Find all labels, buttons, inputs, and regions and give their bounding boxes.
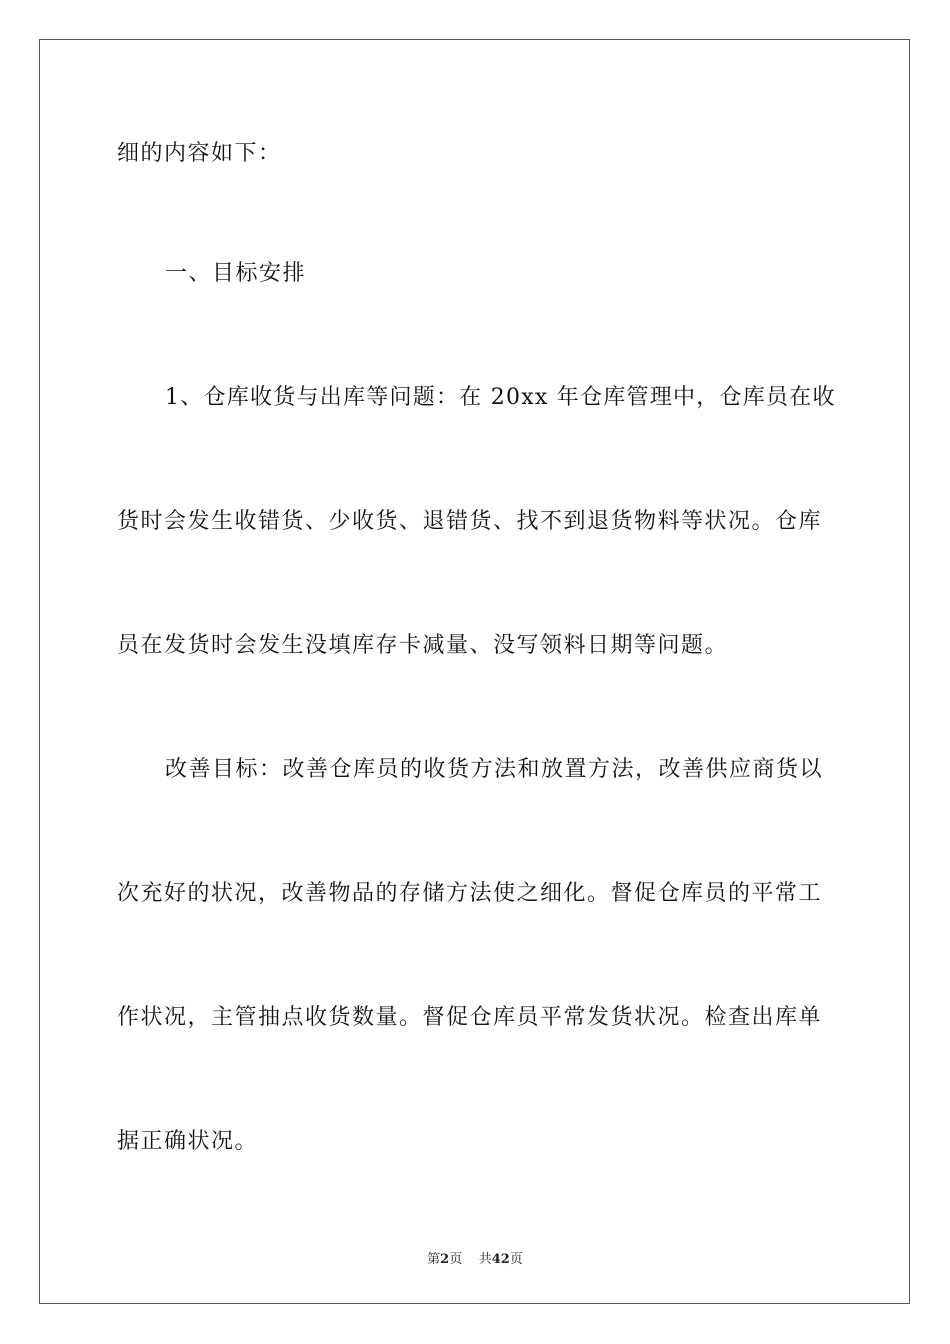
text-line-4: 货时会发生收错货、少收货、退错货、找不到退货物料等状况。仓库 [117,509,823,534]
footer-page-suffix: 页 [449,1252,463,1267]
text-line-3: 1、仓库收货与出库等问题：在 20xx 年仓库管理中，仓库员在收 [165,385,836,410]
text-line-8: 作状况，主管抽点收货数量。督促仓库员平常发货状况。检查出库单 [117,1005,823,1030]
text-line-1: 细的内容如下： [117,141,282,166]
footer-total-suffix: 页 [509,1252,523,1267]
page-footer [0,1248,950,1267]
text-line-9: 据正确状况。 [117,1129,259,1154]
section-heading: 一、目标安排 [165,261,307,286]
text-line-5: 员在发货时会发生没填库存卡减量、没写领料日期等问题。 [117,633,729,658]
text-line-6: 改善目标：改善仓库员的收货方法和放置方法，改善供应商货以 [165,757,824,782]
page-frame [39,39,910,1304]
footer-page-number: 2 [440,1252,450,1267]
footer-total-pages: 42 [491,1252,510,1267]
footer-prefix: 第 [427,1252,441,1267]
text-line-7: 次充好的状况，改善物品的存储方法使之细化。督促仓库员的平常工 [117,881,823,906]
footer-total-prefix: 共 [478,1252,492,1267]
